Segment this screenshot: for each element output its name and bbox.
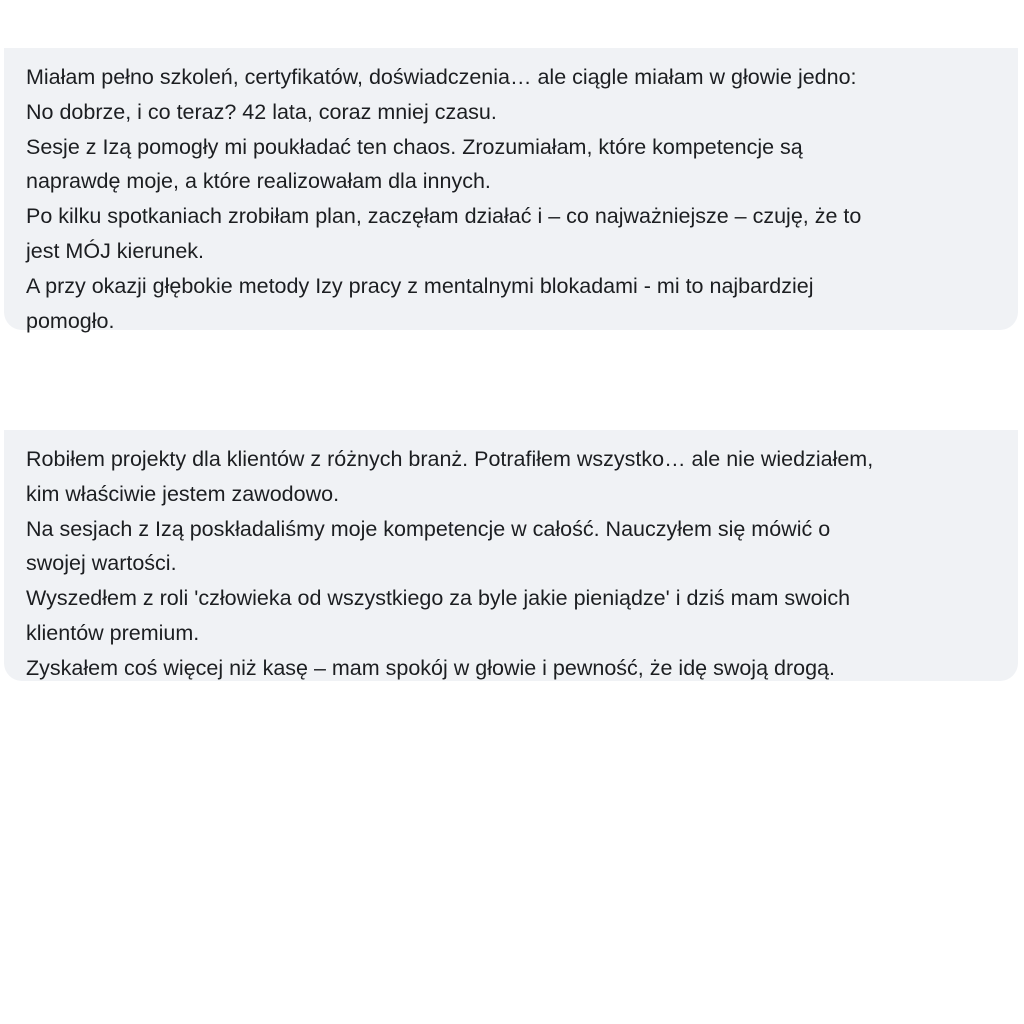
comment-text-line: Robiłem projekty dla klientów z różnych branż. Potrafiłem wszystko… ale nie wiedziałem, bbox=[26, 447, 874, 471]
comment-text-line: A przy okazji głębokie metody Izy pracy z mentalnymi blokadami - mi to najbardziej bbox=[26, 273, 814, 298]
comment-text-line: Na sesjach z Izą poskładaliśmy moje kompetencje w całość. Nauczyłem się mówić o bbox=[26, 516, 831, 541]
comment-text-line: naprawdę moje, a które realizowałam dla innych. bbox=[26, 169, 491, 194]
comment-text-line: No dobrze, i co teraz? 42 lata, coraz mniej czasu. bbox=[26, 99, 497, 124]
comment-text-line: Zyskałem coś więcej niż kasę – mam spokój w głowie i pewność, że idę swoją drogą. bbox=[26, 655, 835, 680]
comment-text-line: pomogło. bbox=[26, 308, 115, 333]
comment-text-line: Wyszedłem z roli 'człowieka od wszystkiego za byle jakie pieniądze' i dziś mam swoich bbox=[26, 586, 851, 611]
comment-text-line: Miałam pełno szkoleń, certyfikatów, doświadczenia… ale ciągle miałam w głowie jedno: bbox=[26, 65, 857, 89]
comment-text-line: Po kilku spotkaniach zrobiłam plan, zaczęłam działać i – co najważniejsze – czuję, że to bbox=[26, 204, 862, 229]
comment-text-line: swojej wartości. bbox=[26, 551, 177, 576]
comment-text-line: kim właściwie jestem zawodowo. bbox=[26, 481, 340, 506]
comment-text-line: jest MÓJ kierunek. bbox=[26, 238, 205, 263]
comment-text-line: Sesje z Izą pomogły mi poukładać ten chaos. Zrozumiałam, które kompetencje są bbox=[26, 134, 803, 159]
comment-bubble bbox=[4, 48, 1018, 333]
comment-text-line: klientów premium. bbox=[26, 620, 200, 645]
comment-bubble bbox=[4, 430, 1018, 681]
